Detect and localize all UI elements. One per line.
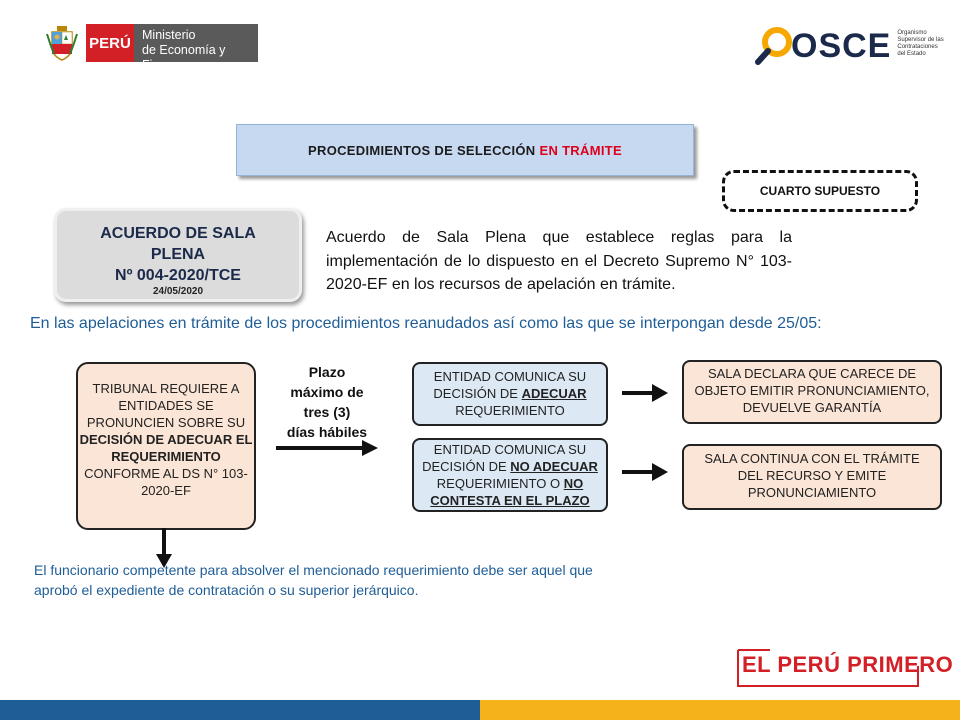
entidad-adecuar-box bbox=[412, 362, 608, 426]
osce-name: OSCE bbox=[791, 27, 892, 65]
entidad-adecuar-bold: ADECUAR bbox=[521, 386, 587, 401]
entidad-no-bold1: NO ADECUAR bbox=[510, 459, 598, 474]
cuarto-supuesto-badge: CUARTO SUPUESTO bbox=[722, 170, 918, 212]
plazo-label bbox=[276, 362, 378, 442]
plazo-line1: Plazo bbox=[308, 364, 346, 380]
ministry-line1: Ministerio bbox=[142, 28, 196, 42]
plazo-line4: días hábiles bbox=[286, 424, 368, 440]
plazo-line2: máximo de bbox=[290, 384, 364, 400]
entidad-no-adecuar-box bbox=[412, 438, 608, 512]
acuerdo-description: Acuerdo de Sala Plena que establece reglas para la implementación de lo dispuesto en el Decreto Supremo N° 103-2020-EF en los recursos de apelación en trámite. bbox=[326, 229, 792, 293]
osce-sub3: Contrataciones bbox=[897, 44, 938, 50]
entidad-no-bold2: NO CONTESTA EN EL PLAZO bbox=[430, 476, 590, 508]
acuerdo-box bbox=[54, 208, 302, 302]
title-red: EN TRÁMITE bbox=[539, 142, 622, 158]
tribunal-box bbox=[76, 362, 256, 530]
entidad-no-middle: REQUERIMIENTO O bbox=[436, 476, 561, 491]
apelaciones-text: En las apelaciones en trámite de los procedimientos reanudados así como las que se interpongan desde 25/05: bbox=[30, 315, 822, 332]
entidad-adecuar-prefix: ENTIDAD COMUNICA SU DECISIÓN DE bbox=[433, 369, 587, 401]
arrow-right-icon bbox=[622, 383, 668, 403]
osce-subtitle bbox=[897, 30, 957, 58]
el-peru-primero-slogan: EL PERÚ PRIMERO bbox=[742, 652, 954, 677]
entidad-no-prefix: ENTIDAD COMUNICA SU DECISIÓN DE bbox=[422, 442, 587, 474]
sala-continua-box: SALA CONTINUA CON EL TRÁMITE DEL RECURSO Y EMITE PRONUNCIAMIENTO bbox=[682, 444, 942, 510]
arrow-right-icon bbox=[622, 462, 668, 482]
funcionario-note: El funcionario competente para absolver el mencionado requerimiento debe ser aquel que aprobó el expediente de contratación o su superior jerárquico. bbox=[34, 562, 593, 598]
ministry-label bbox=[134, 24, 258, 72]
osce-sub2: Supervisor de las bbox=[897, 37, 944, 43]
osce-logo bbox=[755, 26, 957, 72]
footer-bar-yellow bbox=[480, 700, 960, 720]
tribunal-text2: CONFORME AL DS N° 103-2020-EF bbox=[84, 466, 248, 498]
peru-coat-of-arms-icon bbox=[44, 24, 80, 62]
osce-sub1: Organismo bbox=[897, 30, 927, 36]
entidad-adecuar-suffix: REQUERIMIENTO bbox=[455, 403, 565, 418]
footer-bar-blue bbox=[0, 700, 480, 720]
arrow-right-icon bbox=[276, 440, 380, 456]
tribunal-text: TRIBUNAL REQUIERE A ENTIDADES SE PRONUNCIEN SOBRE SU bbox=[86, 381, 246, 430]
tribunal-bold: DECISIÓN DE ADECUAR EL REQUERIMIENTO bbox=[79, 432, 253, 464]
acuerdo-line2: PLENA bbox=[150, 246, 206, 263]
peru-mef-logo bbox=[44, 24, 258, 72]
acuerdo-date: 24/05/2020 bbox=[152, 286, 204, 297]
acuerdo-line1: ACUERDO DE SALA bbox=[100, 225, 256, 242]
magnifier-icon bbox=[755, 26, 795, 66]
sala-carece-box: SALA DECLARA QUE CARECE DE OBJETO EMITIR PRONUNCIAMIENTO, DEVUELVE GARANTÍA bbox=[682, 360, 942, 424]
acuerdo-line3: Nº 004-2020/TCE bbox=[115, 267, 241, 284]
title-main: PROCEDIMIENTOS DE SELECCIÓN bbox=[308, 142, 536, 158]
peru-label: PERÚ bbox=[86, 24, 134, 62]
slide-title bbox=[236, 124, 694, 176]
osce-sub4: del Estado bbox=[897, 51, 926, 57]
ministry-line2: de Economía y Finanzas bbox=[142, 43, 226, 72]
plazo-line3: tres (3) bbox=[303, 404, 351, 420]
